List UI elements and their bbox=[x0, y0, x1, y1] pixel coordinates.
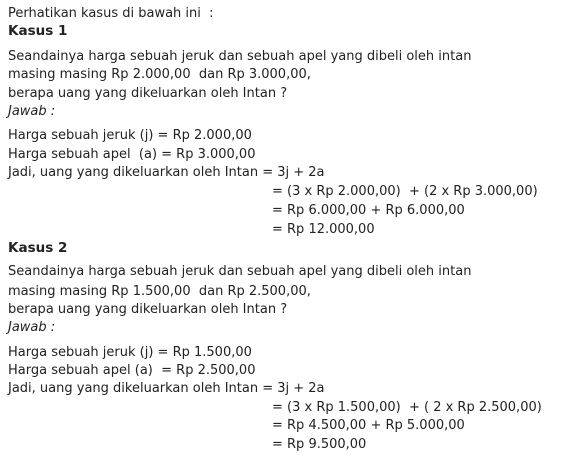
intro-text: Perhatikan kasus di bawah ini : bbox=[8, 6, 214, 21]
case1-answer-line-1: Harga sebuah jeruk (j) = Rp 2.000,00 bbox=[8, 128, 252, 143]
case1-step-3: = Rp 12.000,00 bbox=[272, 222, 375, 237]
case2-answer-line-1: Harga sebuah jeruk (j) = Rp 1.500,00 bbox=[8, 345, 252, 360]
case2-title: Kasus 2 bbox=[8, 240, 68, 256]
case2-question-line-3: berapa uang yang dikeluarkan oleh Intan ? bbox=[8, 302, 288, 317]
case1-answer-label: Jawab : bbox=[8, 104, 56, 119]
case1-question-line-1: Seandainya harga sebuah jeruk dan sebuah apel yang dibeli oleh intan bbox=[8, 49, 472, 64]
case2-question-line-2: masing masing Rp 1.500,00 dan Rp 2.500,00, bbox=[8, 284, 311, 299]
case1-step-2: = Rp 6.000,00 + Rp 6.000,00 bbox=[272, 203, 465, 218]
case2-answer-line-2: Harga sebuah apel (a) = Rp 2.500,00 bbox=[8, 363, 256, 378]
case1-question-line-2: masing masing Rp 2.000,00 dan Rp 3.000,00, bbox=[8, 67, 311, 82]
case1-answer-line-3: Jadi, uang yang dikeluarkan oleh Intan = 3j + 2a bbox=[8, 165, 325, 180]
case2-step-1: = (3 x Rp 1.500,00) + ( 2 x Rp 2.500,00) bbox=[272, 400, 542, 415]
case1-title: Kasus 1 bbox=[8, 23, 68, 39]
case2-question-line-1: Seandainya harga sebuah jeruk dan sebuah apel yang dibeli oleh intan bbox=[8, 264, 472, 279]
case1-step-1: = (3 x Rp 2.000,00) + (2 x Rp 3.000,00) bbox=[272, 184, 538, 199]
case2-answer-line-3: Jadi, uang yang dikeluarkan oleh Intan = 3j + 2a bbox=[8, 381, 325, 396]
case2-step-2: = Rp 4.500,00 + Rp 5.000,00 bbox=[272, 418, 465, 433]
case1-answer-line-2: Harga sebuah apel (a) = Rp 3.000,00 bbox=[8, 147, 256, 162]
case2-answer-label: Jawab : bbox=[8, 320, 56, 335]
case2-step-3: = Rp 9.500,00 bbox=[272, 437, 367, 452]
case1-question-line-3: berapa uang yang dikeluarkan oleh Intan ? bbox=[8, 86, 288, 101]
